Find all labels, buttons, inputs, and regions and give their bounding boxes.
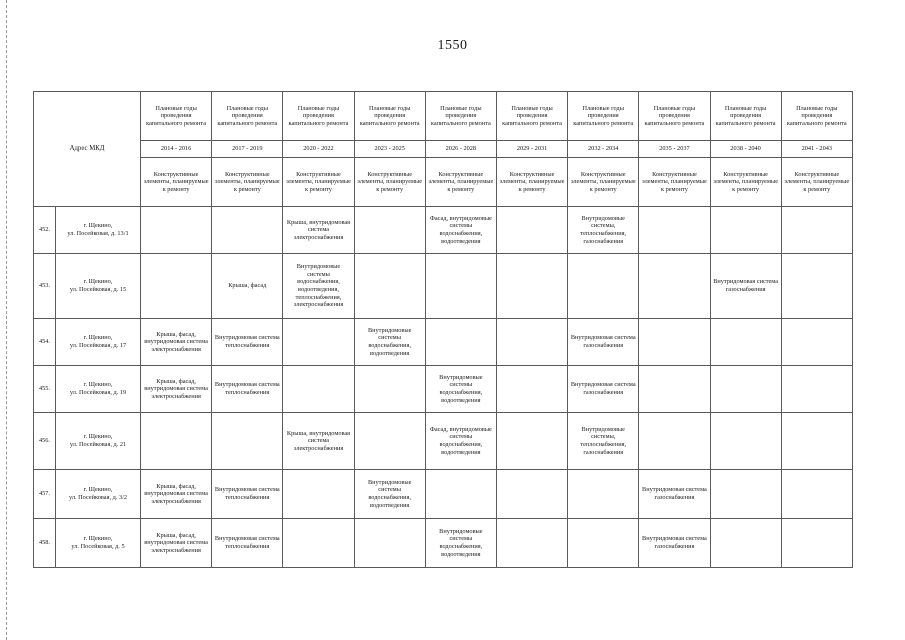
repair-elements-cell [354,254,425,319]
repair-elements-cell [354,207,425,254]
repair-elements-cell: Крыша, фасад, внутридомовая система электроснабжения [141,319,212,366]
period-header: 2020 - 2022 [283,141,354,158]
repair-elements-cell: Внутридомовая система теплоснабжения [212,470,283,519]
repair-elements-cell [710,366,781,413]
row-number: 452. [34,207,56,254]
row-number: 458. [34,519,56,568]
planned-years-header: Плановые годы проведения капитального ремонта [496,92,567,141]
repair-elements-cell: Внутридомовая система теплоснабжения [212,366,283,413]
repair-elements-cell: Внутридомовые системы водоснабжения, водоотведения [354,319,425,366]
repair-elements-cell [710,207,781,254]
address-city: г. Щекино, [83,486,113,494]
repair-elements-cell: Внутридомовые системы, теплоснабжения, газоснабжения [568,413,639,470]
planned-years-header: Плановые годы проведения капитального ремонта [781,92,852,141]
repair-elements-cell: Крыша, фасад, внутридомовая система электроснабжения [141,366,212,413]
repair-elements-cell: Внутридомовые системы водоснабжения, водоотведения, теплоснабжения, электроснабжения [283,254,354,319]
elements-header: Конструктивные элементы, планируемые к ремонту [141,158,212,207]
repair-elements-cell [496,319,567,366]
planned-years-header: Плановые годы проведения капитального ремонта [212,92,283,141]
repair-elements-cell: Внутридомовые системы водоснабжения, водоотведения [354,470,425,519]
planned-years-header: Плановые годы проведения капитального ремонта [283,92,354,141]
repair-elements-cell: Крыша, фасад, внутридомовая система электроснабжения [141,470,212,519]
repair-elements-cell [781,519,852,568]
repair-elements-cell [639,366,710,413]
period-header: 2017 - 2019 [212,141,283,158]
repair-elements-cell [710,413,781,470]
repair-elements-cell [212,207,283,254]
repair-elements-cell [141,254,212,319]
repair-elements-cell [141,207,212,254]
repair-elements-cell: Внутридомовая система газоснабжения [568,319,639,366]
repair-elements-cell [496,470,567,519]
row-number: 453. [34,254,56,319]
row-address [56,470,141,519]
repair-elements-cell [710,519,781,568]
repair-elements-cell: Внутридомовая система газоснабжения [639,519,710,568]
repair-elements-cell [496,366,567,413]
address-city: г. Щекино, [83,535,113,543]
repair-elements-cell: Фасад, внутридомовые системы водоснабжения, водоотведения [425,413,496,470]
header-row-periods [34,141,853,158]
table-row [34,207,853,254]
repair-elements-cell [354,519,425,568]
row-address [56,366,141,413]
address-city: г. Щекино, [83,433,113,441]
row-number: 456. [34,413,56,470]
table-body [34,92,853,568]
repair-elements-cell [639,254,710,319]
elements-header: Конструктивные элементы, планируемые к ремонту [568,158,639,207]
repair-elements-cell [496,207,567,254]
repair-elements-cell: Крыша, фасад [212,254,283,319]
repair-elements-cell: Внутридомовая система газоснабжения [568,366,639,413]
row-address [56,207,141,254]
elements-header: Конструктивные элементы, планируемые к ремонту [496,158,567,207]
row-address [56,319,141,366]
row-address [56,519,141,568]
repair-elements-cell [781,319,852,366]
row-number: 454. [34,319,56,366]
repair-elements-cell [425,470,496,519]
row-address [56,413,141,470]
address-header: Адрес МКД [34,92,141,207]
repair-elements-cell [354,366,425,413]
repair-elements-cell: Фасад, внутридомовые системы водоснабжения, водоотведения [425,207,496,254]
repair-elements-cell [496,254,567,319]
margin-guide-line [6,0,7,640]
period-header: 2035 - 2037 [639,141,710,158]
row-number: 457. [34,470,56,519]
period-header: 2038 - 2040 [710,141,781,158]
repair-elements-cell: Крыша, внутридомовая система электроснабжения [283,207,354,254]
period-header: 2041 - 2043 [781,141,852,158]
period-header: 2032 - 2034 [568,141,639,158]
planned-years-header: Плановые годы проведения капитального ремонта [710,92,781,141]
repair-elements-cell [710,470,781,519]
repair-elements-cell [354,413,425,470]
address-city: г. Щекино, [83,222,113,230]
repair-elements-cell: Крыша, внутридомовая система электроснабжения [283,413,354,470]
planned-years-header: Плановые годы проведения капитального ремонта [425,92,496,141]
row-number: 455. [34,366,56,413]
repair-elements-cell [283,366,354,413]
repair-elements-cell [425,319,496,366]
elements-header: Конструктивные элементы, планируемые к ремонту [425,158,496,207]
address-city: г. Щекино, [83,381,113,389]
address-city: г. Щекино, [83,334,113,342]
page-number: 1550 [437,38,468,53]
repair-elements-cell [568,470,639,519]
elements-header: Конструктивные элементы, планируемые к ремонту [354,158,425,207]
elements-header: Конструктивные элементы, планируемые к ремонту [283,158,354,207]
repair-elements-cell [781,207,852,254]
repair-elements-cell: Внутридомовые системы, теплоснабжения, газоснабжения [568,207,639,254]
address-street: ул. Посейковая, д. 15 [69,286,127,293]
repair-elements-cell [781,413,852,470]
elements-header: Конструктивные элементы, планируемые к ремонту [781,158,852,207]
repair-elements-cell [710,319,781,366]
planned-years-header: Плановые годы проведения капитального ремонта [639,92,710,141]
period-header: 2014 - 2016 [141,141,212,158]
elements-header: Конструктивные элементы, планируемые к ремонту [710,158,781,207]
table-row [34,366,853,413]
period-header: 2023 - 2025 [354,141,425,158]
elements-header: Конструктивные элементы, планируемые к ремонту [212,158,283,207]
repair-elements-cell: Внутридомовая система теплоснабжения [212,519,283,568]
header-row-years [34,92,853,141]
address-street: ул. Посейковая, д. 21 [69,441,127,448]
repair-elements-cell [283,319,354,366]
repair-elements-cell [568,254,639,319]
repair-elements-cell [283,470,354,519]
repair-elements-cell [639,207,710,254]
repair-elements-cell: Внутридомовые системы водоснабжения, водоотведения [425,519,496,568]
planned-years-header: Плановые годы проведения капитального ремонта [141,92,212,141]
repair-elements-cell [141,413,212,470]
capital-repair-plan-table [33,91,853,568]
address-street: ул. Посейковая, д. 3/2 [68,494,128,501]
period-header: 2029 - 2031 [496,141,567,158]
table-row [34,319,853,366]
planned-years-header: Плановые годы проведения капитального ремонта [568,92,639,141]
address-street: ул. Посейковая, д. 19 [69,389,127,396]
repair-elements-cell [639,319,710,366]
repair-elements-cell [781,254,852,319]
planned-years-header: Плановые годы проведения капитального ремонта [354,92,425,141]
table-row [34,470,853,519]
repair-elements-cell: Внутридомовая система теплоснабжения [212,319,283,366]
repair-elements-cell [283,519,354,568]
repair-elements-cell [639,413,710,470]
repair-elements-cell: Внутридомовые системы водоснабжения, водоотведения [425,366,496,413]
table-row [34,519,853,568]
repair-elements-cell [568,519,639,568]
repair-elements-cell: Внутридомовая система газоснабжения [639,470,710,519]
repair-elements-cell [212,413,283,470]
header-row-elements [34,158,853,207]
repair-elements-cell [781,366,852,413]
row-address [56,254,141,319]
repair-elements-cell [496,413,567,470]
period-header: 2026 - 2028 [425,141,496,158]
repair-elements-cell [425,254,496,319]
address-street: ул. Посейковая, д. 13/1 [67,230,129,237]
address-street: ул. Посейковая, д. 17 [69,342,127,349]
table-row [34,254,853,319]
address-street: ул. Посейковая, д. 5 [71,543,125,550]
table-row [34,413,853,470]
repair-elements-cell [781,470,852,519]
repair-elements-cell: Внутридомовая система газоснабжения [710,254,781,319]
repair-elements-cell: Крыша, фасад, внутридомовая система электроснабжения [141,519,212,568]
address-city: г. Щекино, [83,278,113,286]
repair-elements-cell [496,519,567,568]
elements-header: Конструктивные элементы, планируемые к ремонту [639,158,710,207]
